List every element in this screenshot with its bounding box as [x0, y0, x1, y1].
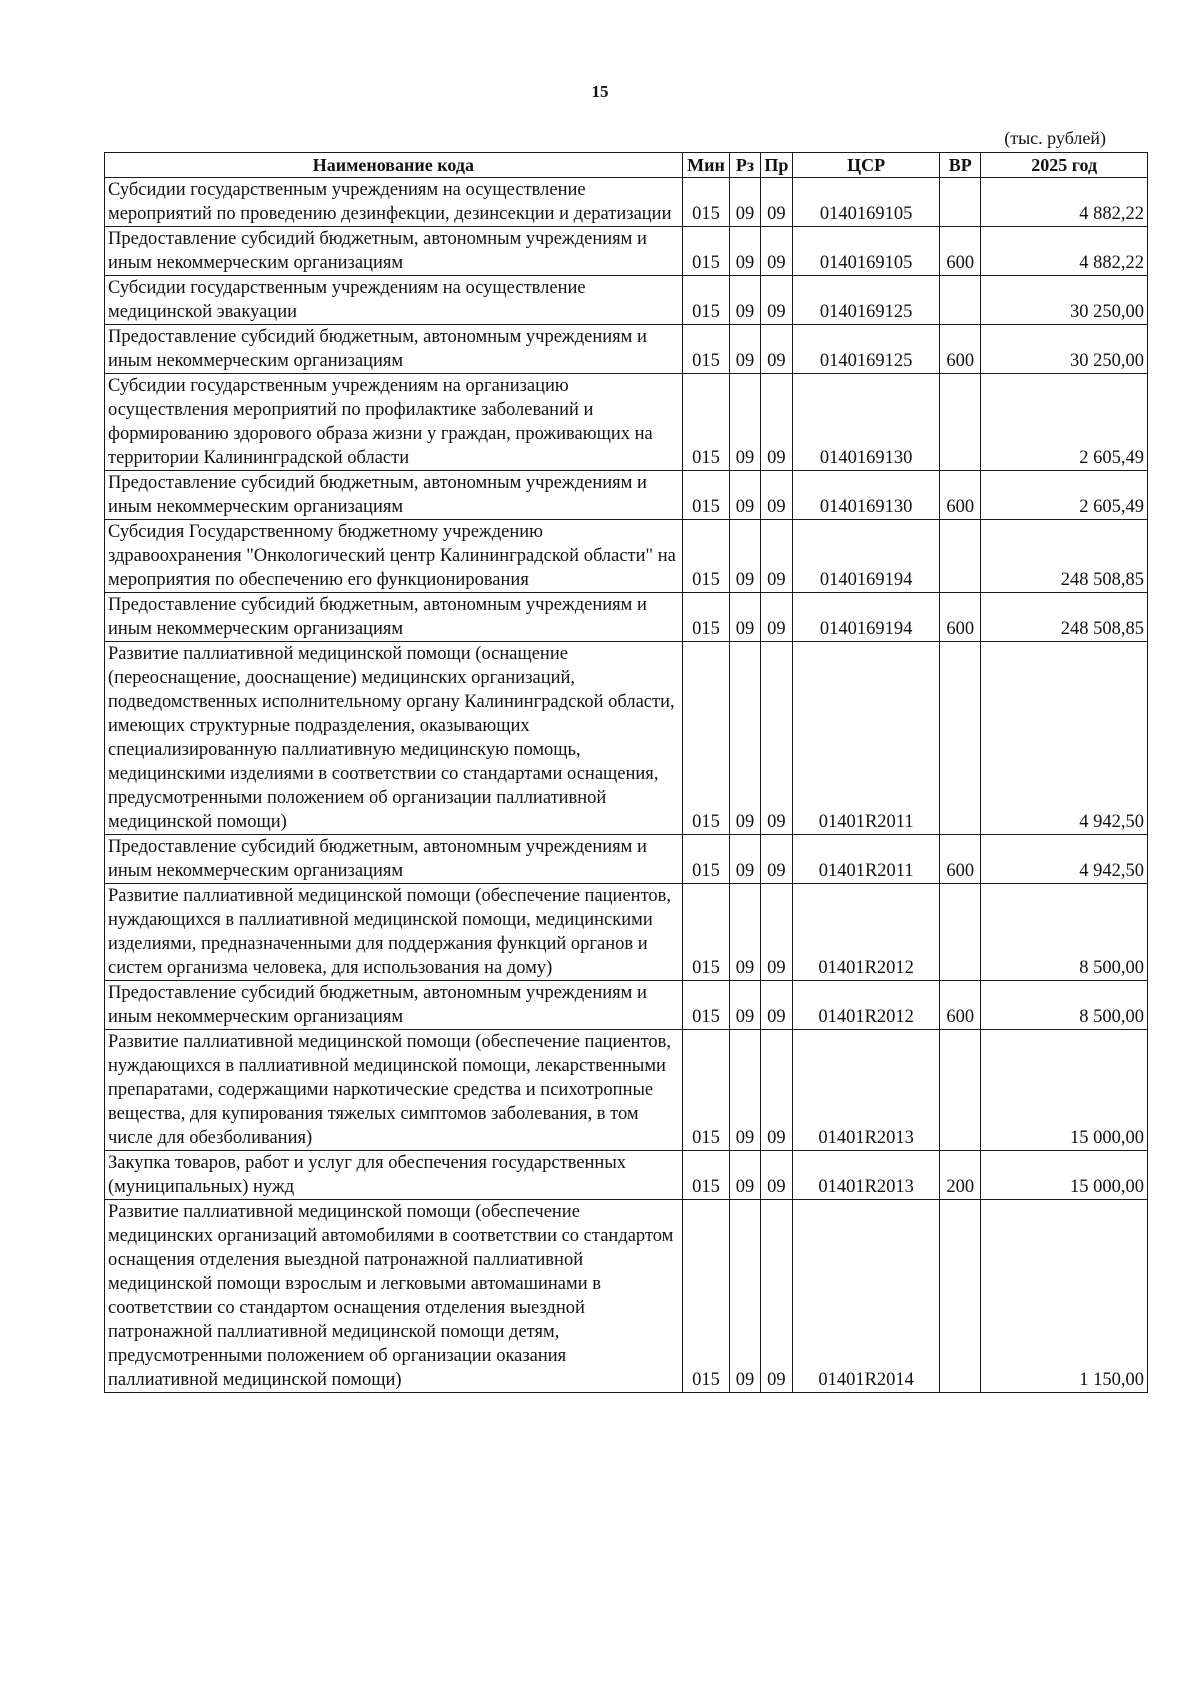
cell-rz: 09 — [730, 178, 760, 227]
cell-name: Предоставление субсидий бюджетным, автономным учреждениям и иным некоммерческим организациям — [105, 227, 683, 276]
table-row — [105, 981, 1148, 1030]
cell-csr: 0140169105 — [793, 227, 940, 276]
table-row — [105, 178, 1148, 227]
cell-rz: 09 — [730, 276, 760, 325]
cell-amount: 30 250,00 — [981, 276, 1148, 325]
cell-min: 015 — [682, 593, 730, 642]
cell-rz: 09 — [730, 227, 760, 276]
cell-name: Субсидии государственным учреждениям на осуществление медицинской эвакуации — [105, 276, 683, 325]
cell-vr: 600 — [940, 227, 981, 276]
table-row — [105, 520, 1148, 593]
cell-vr — [940, 178, 981, 227]
cell-name: Субсидии государственным учреждениям на организацию осуществления мероприятий по профилактике заболеваний и формированию здорового образа жизни у граждан, проживающих на территории Калининградской области — [105, 374, 683, 471]
table-header-row — [105, 153, 1148, 178]
cell-name: Закупка товаров, работ и услуг для обеспечения государственных (муниципальных) нужд — [105, 1151, 683, 1200]
cell-name: Развитие паллиативной медицинской помощи (оснащение (переоснащение, дооснащение) медицинских организаций, подведомственных исполнительному органу Калининградской области, имеющих структурные подразделения, оказывающих специализированную паллиативную медицинскую помощь, медицинскими изделиями в соответствии со стандартами оснащения, предусмотренными положением об организации паллиативной медицинской помощи) — [105, 642, 683, 835]
cell-amount: 4 942,50 — [981, 642, 1148, 835]
cell-pr: 09 — [760, 593, 792, 642]
cell-vr — [940, 276, 981, 325]
cell-csr: 0140169125 — [793, 276, 940, 325]
table-row — [105, 325, 1148, 374]
cell-csr: 01401R2011 — [793, 642, 940, 835]
cell-amount: 2 605,49 — [981, 374, 1148, 471]
cell-min: 015 — [682, 642, 730, 835]
cell-min: 015 — [682, 1200, 730, 1393]
cell-pr: 09 — [760, 981, 792, 1030]
cell-csr: 0140169130 — [793, 471, 940, 520]
cell-csr: 01401R2012 — [793, 884, 940, 981]
cell-amount: 248 508,85 — [981, 520, 1148, 593]
cell-pr: 09 — [760, 227, 792, 276]
cell-vr: 600 — [940, 835, 981, 884]
units-label: (тыс. рублей) — [1004, 128, 1106, 148]
cell-pr: 09 — [760, 1030, 792, 1151]
cell-pr: 09 — [760, 642, 792, 835]
cell-csr: 01401R2013 — [793, 1151, 940, 1200]
cell-amount: 30 250,00 — [981, 325, 1148, 374]
cell-csr: 0140169105 — [793, 178, 940, 227]
cell-vr — [940, 642, 981, 835]
cell-name: Развитие паллиативной медицинской помощи (обеспечение медицинских организаций автомобилями в соответствии со стандартом оснащения отделения выездной патронажной паллиативной медицинской помощи взрослым и легковыми автомашинами в соответствии со стандартом оснащения отделения выездной патронажной паллиативной медицинской помощи детям, предусмотренными положением об организации оказания паллиативной медицинской помощи) — [105, 1200, 683, 1393]
cell-name: Предоставление субсидий бюджетным, автономным учреждениям и иным некоммерческим организациям — [105, 471, 683, 520]
cell-vr — [940, 374, 981, 471]
cell-min: 015 — [682, 835, 730, 884]
cell-min: 015 — [682, 520, 730, 593]
cell-amount: 15 000,00 — [981, 1030, 1148, 1151]
cell-pr: 09 — [760, 276, 792, 325]
table-row — [105, 227, 1148, 276]
cell-rz: 09 — [730, 593, 760, 642]
cell-amount: 4 882,22 — [981, 178, 1148, 227]
cell-min: 015 — [682, 884, 730, 981]
header-year: 2025 год — [981, 153, 1148, 178]
page-number: 15 — [591, 82, 609, 101]
cell-csr: 01401R2011 — [793, 835, 940, 884]
cell-name: Предоставление субсидий бюджетным, автономным учреждениям и иным некоммерческим организациям — [105, 325, 683, 374]
table-row — [105, 642, 1148, 835]
cell-pr: 09 — [760, 325, 792, 374]
cell-pr: 09 — [760, 520, 792, 593]
cell-vr — [940, 520, 981, 593]
header-csr: ЦСР — [793, 153, 940, 178]
cell-vr: 600 — [940, 593, 981, 642]
cell-rz: 09 — [730, 835, 760, 884]
cell-rz: 09 — [730, 1200, 760, 1393]
cell-rz: 09 — [730, 981, 760, 1030]
header-rz: Рз — [730, 153, 760, 178]
cell-amount: 8 500,00 — [981, 884, 1148, 981]
table-row — [105, 884, 1148, 981]
header-pr: Пр — [760, 153, 792, 178]
table-row — [105, 276, 1148, 325]
cell-name: Субсидия Государственному бюджетному учреждению здравоохранения "Онкологический центр Калининградской области" на мероприятия по обеспечению его функционирования — [105, 520, 683, 593]
cell-rz: 09 — [730, 642, 760, 835]
cell-min: 015 — [682, 374, 730, 471]
table-row — [105, 593, 1148, 642]
cell-name: Предоставление субсидий бюджетным, автономным учреждениям и иным некоммерческим организациям — [105, 835, 683, 884]
cell-csr: 01401R2014 — [793, 1200, 940, 1393]
cell-amount: 248 508,85 — [981, 593, 1148, 642]
cell-pr: 09 — [760, 471, 792, 520]
cell-min: 015 — [682, 1151, 730, 1200]
cell-name: Развитие паллиативной медицинской помощи (обеспечение пациентов, нуждающихся в паллиативной медицинской помощи, медицинскими изделиями, предназначенными для поддержания функций органов и систем организма человека, для использования на дому) — [105, 884, 683, 981]
cell-name: Развитие паллиативной медицинской помощи (обеспечение пациентов, нуждающихся в паллиативной медицинской помощи, лекарственными препаратами, содержащими наркотические средства и психотропные вещества, для купирования тяжелых симптомов заболевания, в том числе для обезболивания) — [105, 1030, 683, 1151]
cell-min: 015 — [682, 1030, 730, 1151]
cell-rz: 09 — [730, 1151, 760, 1200]
cell-amount: 1 150,00 — [981, 1200, 1148, 1393]
header-name: Наименование кода — [105, 153, 683, 178]
table-row — [105, 471, 1148, 520]
cell-amount: 15 000,00 — [981, 1151, 1148, 1200]
cell-rz: 09 — [730, 374, 760, 471]
cell-name: Предоставление субсидий бюджетным, автономным учреждениям и иным некоммерческим организациям — [105, 593, 683, 642]
cell-rz: 09 — [730, 520, 760, 593]
cell-vr: 200 — [940, 1151, 981, 1200]
cell-name: Предоставление субсидий бюджетным, автономным учреждениям и иным некоммерческим организациям — [105, 981, 683, 1030]
cell-csr: 0140169194 — [793, 520, 940, 593]
cell-csr: 0140169125 — [793, 325, 940, 374]
cell-csr: 0140169194 — [793, 593, 940, 642]
cell-csr: 01401R2013 — [793, 1030, 940, 1151]
cell-min: 015 — [682, 981, 730, 1030]
cell-vr: 600 — [940, 325, 981, 374]
cell-rz: 09 — [730, 1030, 760, 1151]
cell-min: 015 — [682, 227, 730, 276]
cell-pr: 09 — [760, 1200, 792, 1393]
cell-name: Субсидии государственным учреждениям на осуществление мероприятий по проведению дезинфекции, дезинсекции и дератизации — [105, 178, 683, 227]
cell-pr: 09 — [760, 374, 792, 471]
table-row — [105, 1151, 1148, 1200]
cell-csr: 01401R2012 — [793, 981, 940, 1030]
cell-pr: 09 — [760, 1151, 792, 1200]
table-row — [105, 374, 1148, 471]
header-vr: ВР — [940, 153, 981, 178]
cell-min: 015 — [682, 276, 730, 325]
cell-rz: 09 — [730, 471, 760, 520]
cell-pr: 09 — [760, 884, 792, 981]
header-min: Мин — [682, 153, 730, 178]
cell-rz: 09 — [730, 884, 760, 981]
cell-vr: 600 — [940, 471, 981, 520]
cell-amount: 2 605,49 — [981, 471, 1148, 520]
cell-amount: 4 942,50 — [981, 835, 1148, 884]
cell-amount: 4 882,22 — [981, 227, 1148, 276]
table-row — [105, 835, 1148, 884]
cell-csr: 0140169130 — [793, 374, 940, 471]
cell-min: 015 — [682, 471, 730, 520]
table-row — [105, 1200, 1148, 1393]
budget-table — [104, 152, 1148, 1393]
cell-vr — [940, 1030, 981, 1151]
cell-vr — [940, 1200, 981, 1393]
cell-vr — [940, 884, 981, 981]
cell-rz: 09 — [730, 325, 760, 374]
cell-min: 015 — [682, 325, 730, 374]
table-row — [105, 1030, 1148, 1151]
cell-vr: 600 — [940, 981, 981, 1030]
cell-pr: 09 — [760, 178, 792, 227]
cell-amount: 8 500,00 — [981, 981, 1148, 1030]
cell-pr: 09 — [760, 835, 792, 884]
cell-min: 015 — [682, 178, 730, 227]
